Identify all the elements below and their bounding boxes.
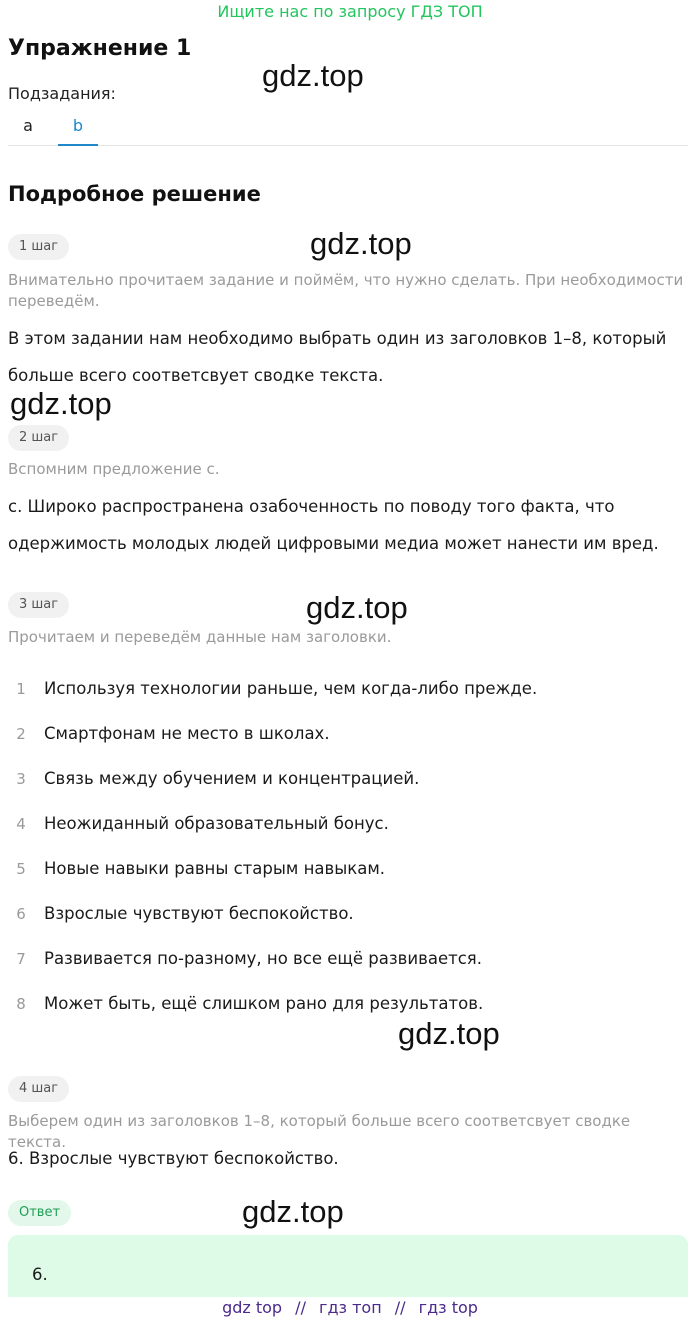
page-title: Упражнение 1 bbox=[8, 36, 192, 61]
answer-badge: Ответ bbox=[8, 1200, 71, 1226]
list-item-text: Смартфонам не место в школах. bbox=[44, 724, 330, 743]
list-item bbox=[8, 891, 688, 936]
list-item-number: 6 bbox=[16, 904, 26, 923]
list-item bbox=[8, 936, 688, 981]
step-hint: Внимательно прочитаем задание и поймём, что нужно сделать. При необходимости переведём. bbox=[8, 271, 684, 310]
tab-b[interactable]: b bbox=[58, 116, 98, 146]
footer-link[interactable]: gdz top bbox=[222, 1298, 283, 1317]
watermark: gdz.top bbox=[10, 386, 112, 421]
list-item bbox=[8, 711, 688, 756]
answer-text: 6. bbox=[32, 1265, 48, 1284]
footer-separator: // bbox=[394, 1298, 406, 1317]
section-title: Подробное решение bbox=[8, 182, 261, 206]
watermark: gdz.top bbox=[398, 1016, 500, 1051]
footer bbox=[0, 1298, 700, 1317]
step-badge: 3 шаг bbox=[8, 592, 69, 618]
list-item-number: 8 bbox=[16, 994, 26, 1013]
watermark: gdz.top bbox=[306, 590, 408, 625]
answer-box bbox=[8, 1235, 688, 1297]
list-item-number: 4 bbox=[16, 814, 26, 833]
list-item-number: 3 bbox=[16, 769, 26, 788]
top-banner: Ищите нас по запросу ГДЗ ТОП bbox=[217, 2, 483, 21]
step-text: 6. Взрослые чувствуют беспокойство. bbox=[8, 1149, 339, 1168]
step-text: c. Широко распространена озабоченность по поводу того факта, что одержимость молодых людей цифровыми медиа может нанести им вред. bbox=[8, 497, 659, 553]
watermark: gdz.top bbox=[310, 226, 412, 261]
step-badge: 4 шаг bbox=[8, 1076, 69, 1102]
list-item-number: 2 bbox=[16, 724, 26, 743]
subtask-tabs bbox=[8, 112, 688, 146]
headings-list bbox=[8, 666, 688, 1026]
list-item-text: Новые навыки равны старым навыкам. bbox=[44, 859, 386, 878]
list-item bbox=[8, 981, 688, 1026]
list-item bbox=[8, 756, 688, 801]
list-item-number: 5 bbox=[16, 859, 26, 878]
tab-a[interactable]: a bbox=[23, 116, 33, 135]
step-hint: Выберем один из заголовков 1–8, который больше всего соответсвует сводке текста. bbox=[8, 1112, 631, 1151]
list-item-text: Взрослые чувствуют беспокойство. bbox=[44, 904, 354, 923]
watermark: gdz.top bbox=[242, 1194, 344, 1229]
list-item-number: 7 bbox=[16, 949, 26, 968]
subtasks-label: Подзадания: bbox=[8, 84, 116, 103]
list-item-text: Развивается по-разному, но все ещё развивается. bbox=[44, 949, 482, 968]
list-item-text: Используя технологии раньше, чем когда-либо прежде. bbox=[44, 679, 538, 698]
list-item-text: Неожиданный образовательный бонус. bbox=[44, 814, 389, 833]
watermark: gdz.top bbox=[262, 58, 364, 93]
list-item bbox=[8, 846, 688, 891]
step-text: В этом задании нам необходимо выбрать один из заголовков 1–8, который больше всего соответсвует сводке текста. bbox=[8, 329, 667, 385]
list-item-number: 1 bbox=[16, 679, 26, 698]
list-item bbox=[8, 666, 688, 711]
list-item bbox=[8, 801, 688, 846]
step-badge: 1 шаг bbox=[8, 234, 69, 260]
list-item-text: Может быть, ещё слишком рано для результатов. bbox=[44, 994, 484, 1013]
step-hint: Прочитаем и переведём данные нам заголовки. bbox=[8, 628, 392, 646]
footer-link[interactable]: гдз топ bbox=[319, 1298, 382, 1317]
footer-separator: // bbox=[295, 1298, 306, 1317]
step-badge: 2 шаг bbox=[8, 425, 69, 451]
footer-link[interactable]: гдз top bbox=[418, 1298, 478, 1317]
step-hint: Вспомним предложение c. bbox=[8, 460, 220, 478]
list-item-text: Связь между обучением и концентрацией. bbox=[44, 769, 420, 788]
